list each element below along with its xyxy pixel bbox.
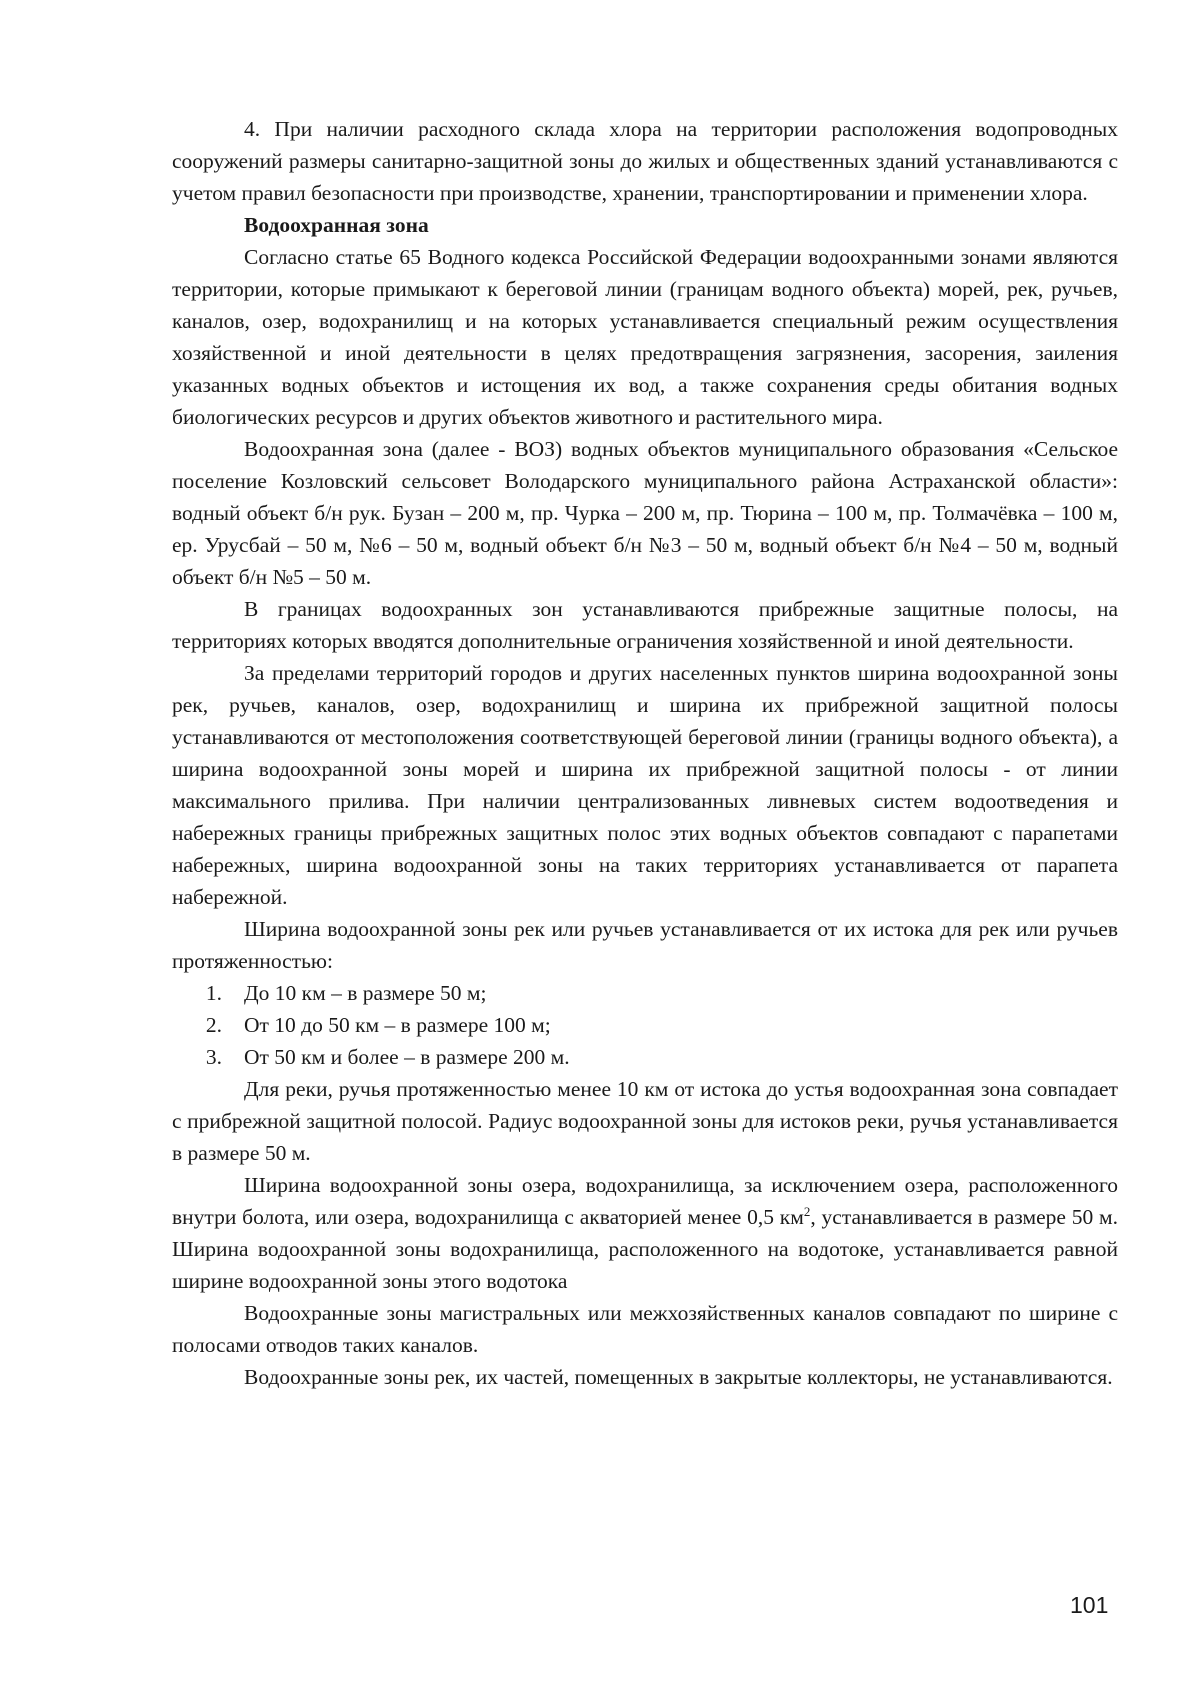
list-item [172, 1041, 1118, 1073]
list-item-text: От 50 км и более – в размере 200 м. [244, 1045, 570, 1069]
numbered-list [172, 977, 1118, 1073]
paragraph-lake-width [172, 1169, 1118, 1297]
list-item-number: 3. [205, 1045, 222, 1069]
paragraph-outside-cities: За пределами территорий городов и других населенных пунктов ширина водоохранной зоны рек, ручьев, каналов, озер, водохранилищ и ширина их прибрежной защитной полосы устанавливаются от местоположения соответствующей береговой линии (границы водного объекта), а ширина водоохранной зоны морей и ширина их прибрежной защитной полосы - от линии максимального прилива. При наличии централизованных ливневых систем водоотведения и набережных границы прибрежных защитных полос этих водных объектов совпадают с парапетами набережных, ширина водоохранной зоны на таких территориях устанавливается от парапета набережной. [172, 661, 1118, 909]
paragraph-closed-collectors: Водоохранные зоны рек, их частей, помещенных в закрытые коллекторы, не устанавливаются. [244, 1365, 1113, 1389]
list-item-number: 1. [205, 981, 222, 1005]
lake-text-after: , устанавливается в размере 50 м. Ширина водоохранной зоны водохранилища, расположенного на водотоке, устанавливается равной ширине водоохранной зоны этого водотока [172, 1205, 1118, 1293]
paragraph-canals: Водоохранные зоны магистральных или межхозяйственных каналов совпадают по ширине с полосами отводов таких каналов. [172, 1301, 1118, 1357]
list-item [172, 977, 1118, 1009]
paragraph-protective-strips: В границах водоохранных зон устанавливаются прибрежные защитные полосы, на территориях которых вводятся дополнительные ограничения хозяйственной и иной деятельности. [172, 597, 1118, 653]
list-item-number: 2. [205, 1013, 222, 1037]
section-heading: Водоохранная зона [244, 213, 429, 237]
paragraphs-a [172, 241, 1118, 977]
paragraph-voz-objects: Водоохранная зона (далее - ВОЗ) водных объектов муниципального образования «Сельское поселение Козловский сельсовет Володарского муниципального района Астраханской области»: водный объект б/н рук. Бузан – 200 м, пр. Чурка – 200 м, пр. Тюрина – 100 м, пр. Толмачёвка – 100 м, ер. Урусбай – 50 м, №6 – 50 м, водный объект б/н №3 – 50 м, водный объект б/н №4 – 50 м, водный объект б/н №5 – 50 м. [172, 437, 1118, 589]
paragraph-water-code: Согласно статье 65 Водного кодекса Российской Федерации водоохранными зонами являются территории, которые примыкают к береговой линии (границам водного объекта) морей, рек, ручьев, каналов, озер, водохранилищ и на которых устанавливается специальный режим осуществления хозяйственной и иной деятельности в целях предотвращения загрязнения, засорения, заиления указанных водных объектов и истощения их вод, а также сохранения среды обитания водных биологических ресурсов и других объектов животного и растительного мира. [172, 245, 1118, 429]
superscript-2: 2 [803, 1203, 811, 1219]
page-body [172, 113, 1118, 1393]
paragraph-short-rivers: Для реки, ручья протяженностью менее 10 км от истока до устья водоохранная зона совпадает с прибрежной защитной полосой. Радиус водоохранной зоны для истоков реки, ручья устанавливается в размере 50 м. [172, 1077, 1118, 1165]
list-item-text: До 10 км – в размере 50 м; [244, 981, 487, 1005]
page-number: 101 [1070, 1592, 1109, 1618]
list-item-text: От 10 до 50 км – в размере 100 м; [244, 1013, 551, 1037]
paragraph-river-width: Ширина водоохранной зоны рек или ручьев устанавливается от их истока для рек или ручьев протяженностью: [172, 917, 1118, 973]
list-item [172, 1009, 1118, 1041]
lake-text-before: Ширина водоохранной зоны озера, водохранилища, за исключением озера, расположенного внутри болота, или озера, водохранилища с акваторией менее 0,5 км [172, 1173, 1118, 1229]
intro-paragraph: 4. При наличии расходного склада хлора на территории расположения водопроводных сооружений размеры санитарно-защитной зоны до жилых и общественных зданий устанавливаются с учетом правил безопасности при производстве, хранении, транспортировании и применении хлора. [172, 117, 1118, 205]
